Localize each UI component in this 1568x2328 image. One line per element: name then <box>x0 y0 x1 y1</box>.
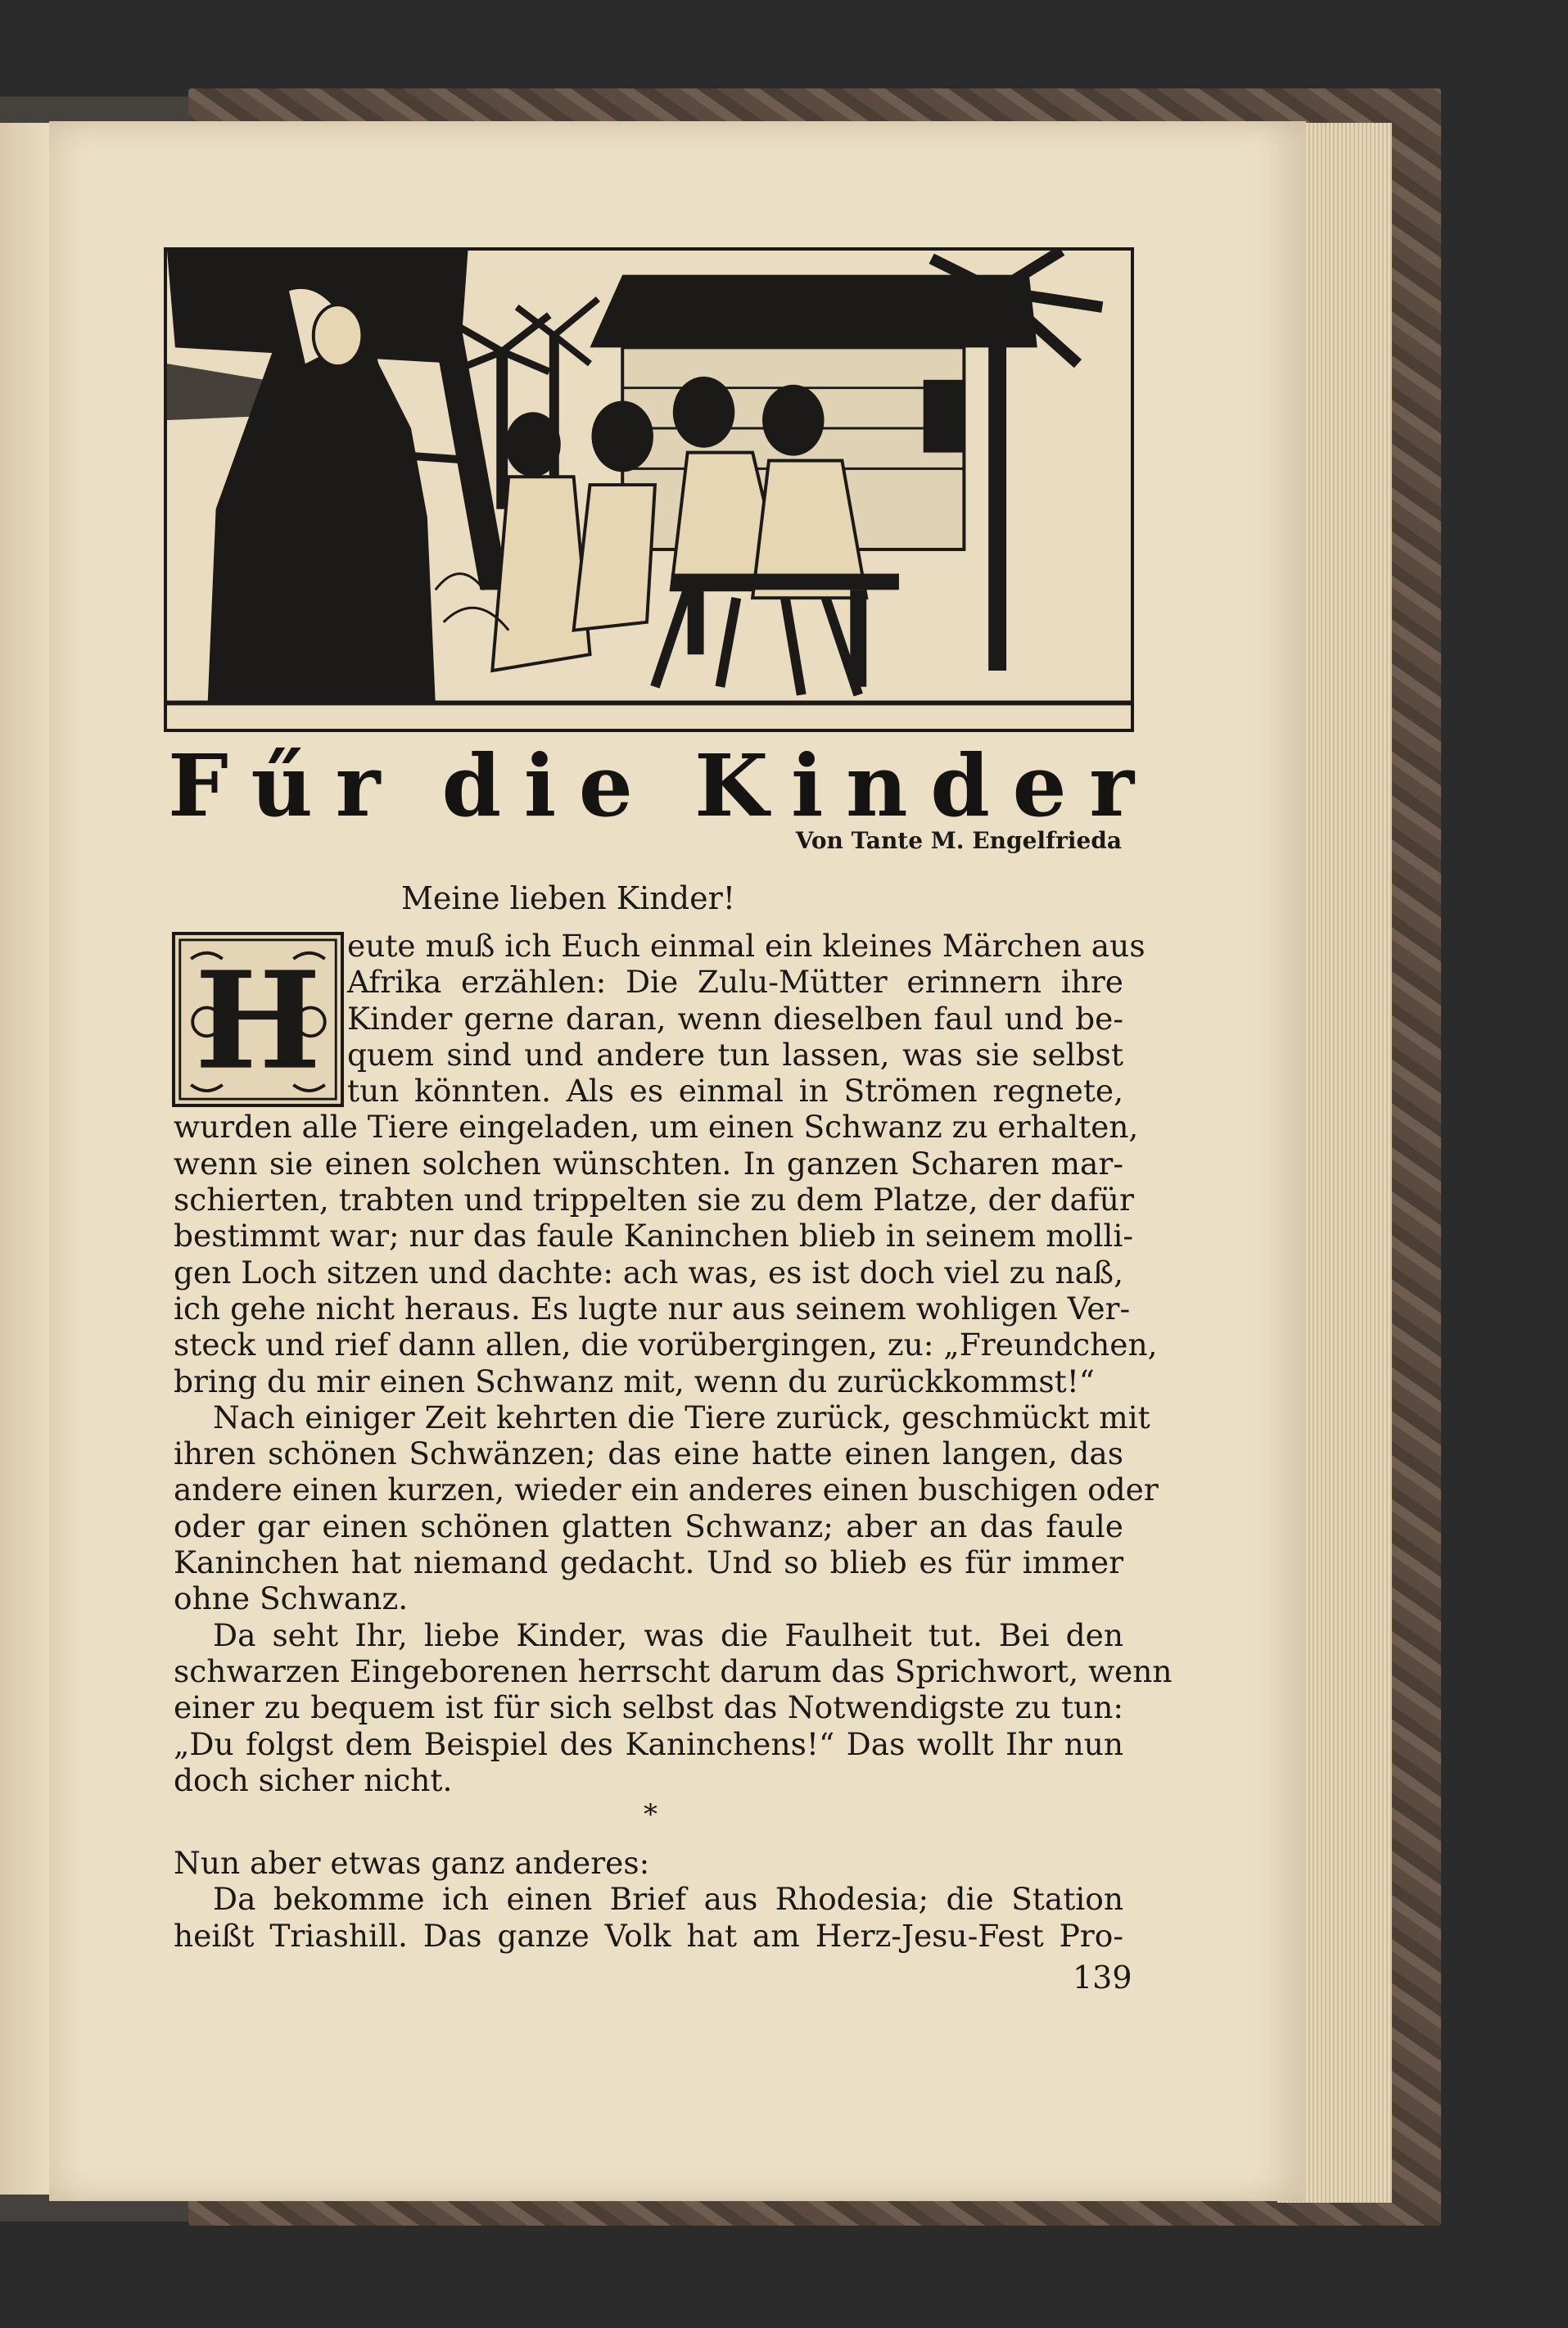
heading-letter: n <box>846 735 908 836</box>
section-heading <box>168 735 1134 836</box>
text-line: ihren schönen Schwänzen; das eine hatte einen langen, das <box>174 1435 1123 1472</box>
text-line: wurden alle Tiere eingeladen, um einen Schwanz zu erhalten, <box>174 1109 1139 1146</box>
heading-letter: d <box>441 735 502 836</box>
heading-letter: F <box>168 735 228 836</box>
page-number: 139 <box>1073 1960 1132 1996</box>
word-gap <box>656 744 672 829</box>
text-line: wenn sie einen solchen wünschten. In ganzen Scharen mar- <box>174 1145 1123 1182</box>
section-separator: * <box>644 1798 657 1831</box>
text-line: Afrika erzählen: Die Zulu-Mütter erinnern ihre <box>347 964 1123 1001</box>
heading-letter: i <box>523 735 557 836</box>
heading-letter: K <box>694 735 769 836</box>
heading-letter: d <box>930 735 990 836</box>
text-line: doch sicher nicht. <box>174 1761 453 1798</box>
text-line: ohne Schwanz. <box>174 1580 409 1617</box>
text-line: steck und rief dann allen, die vorübergingen, zu: „Freundchen, <box>174 1327 1158 1363</box>
text-line: Kinder gerne daran, wenn dieselben faul und be- <box>347 1000 1123 1037</box>
text-line: bring du mir einen Schwanz mit, wenn du zurückkommst!“ <box>174 1363 1095 1399</box>
text-line: andere einen kurzen, wieder ein anderes einen buschigen oder <box>174 1471 1159 1508</box>
heading-letter: r <box>335 735 381 836</box>
text-line: quem sind und andere tun lassen, was sie selbst <box>347 1036 1123 1073</box>
body-text-block <box>174 928 1173 1798</box>
text-line: Da bekomme ich einen Brief aus Rhodesia; die Station <box>213 1881 1123 1918</box>
salutation: Meine lieben Kinder! <box>401 880 736 916</box>
author-byline: Von Tante M. Engelfrieda <box>795 827 1122 854</box>
body-text-block-2 <box>174 1845 1123 1954</box>
text-line: Nach einiger Zeit kehrten die Tiere zurück, geschmückt mit <box>213 1399 1150 1435</box>
text-line: „Du folgst dem Beispiel des Kaninchens!“ Das wollt Ihr nun <box>174 1725 1123 1762</box>
text-line: einer zu bequem ist für sich selbst das Notwendigste zu tun: <box>174 1689 1123 1726</box>
svg-text:H: H <box>194 941 322 1100</box>
text-line: Kaninchen hat niemand gedacht. Und so blieb es für immer <box>174 1544 1123 1581</box>
woodcut-nun-and-children-image <box>167 251 1131 729</box>
heading-letter: i <box>790 735 824 836</box>
text-line: oder gar einen schönen glatten Schwanz; aber an das faule <box>174 1508 1123 1544</box>
text-line: Nun aber etwas ganz anderes: <box>174 1845 650 1881</box>
text-line: bestimmt war; nur das faule Kaninchen blieb in seinem molli- <box>174 1218 1134 1254</box>
text-line: Da seht Ihr, liebe Kinder, was die Faulheit tut. Bei den <box>213 1616 1123 1653</box>
text-line: schierten, trabten und trippelten sie zu dem Platze, der dafür <box>174 1182 1134 1218</box>
heading-letter: e <box>578 735 633 836</box>
text-line: gen Loch sitzen und dachte: ach was, es ist doch viel zu naß, <box>174 1254 1123 1291</box>
text-line: ich gehe nicht heraus. Es lugte nur aus seinem wohligen Ver- <box>174 1290 1131 1327</box>
heading-letter: ű <box>251 735 314 836</box>
text-line: schwarzen Eingeborenen herrscht darum das Sprichwort, wenn <box>174 1652 1173 1689</box>
heading-letter: e <box>1012 735 1067 836</box>
left-page-edge <box>0 123 51 2195</box>
text-line: tun könnten. Als es einmal in Strömen regnete, <box>347 1073 1123 1110</box>
heading-letter: r <box>1089 735 1134 836</box>
header-illustration <box>164 247 1134 732</box>
text-line: eute muß ich Euch einmal ein kleines Märchen aus <box>347 928 1145 964</box>
word-gap <box>403 744 419 829</box>
text-line: heißt Triashill. Das ganze Volk hat am Herz-Jesu-Fest Pro- <box>174 1917 1123 1954</box>
